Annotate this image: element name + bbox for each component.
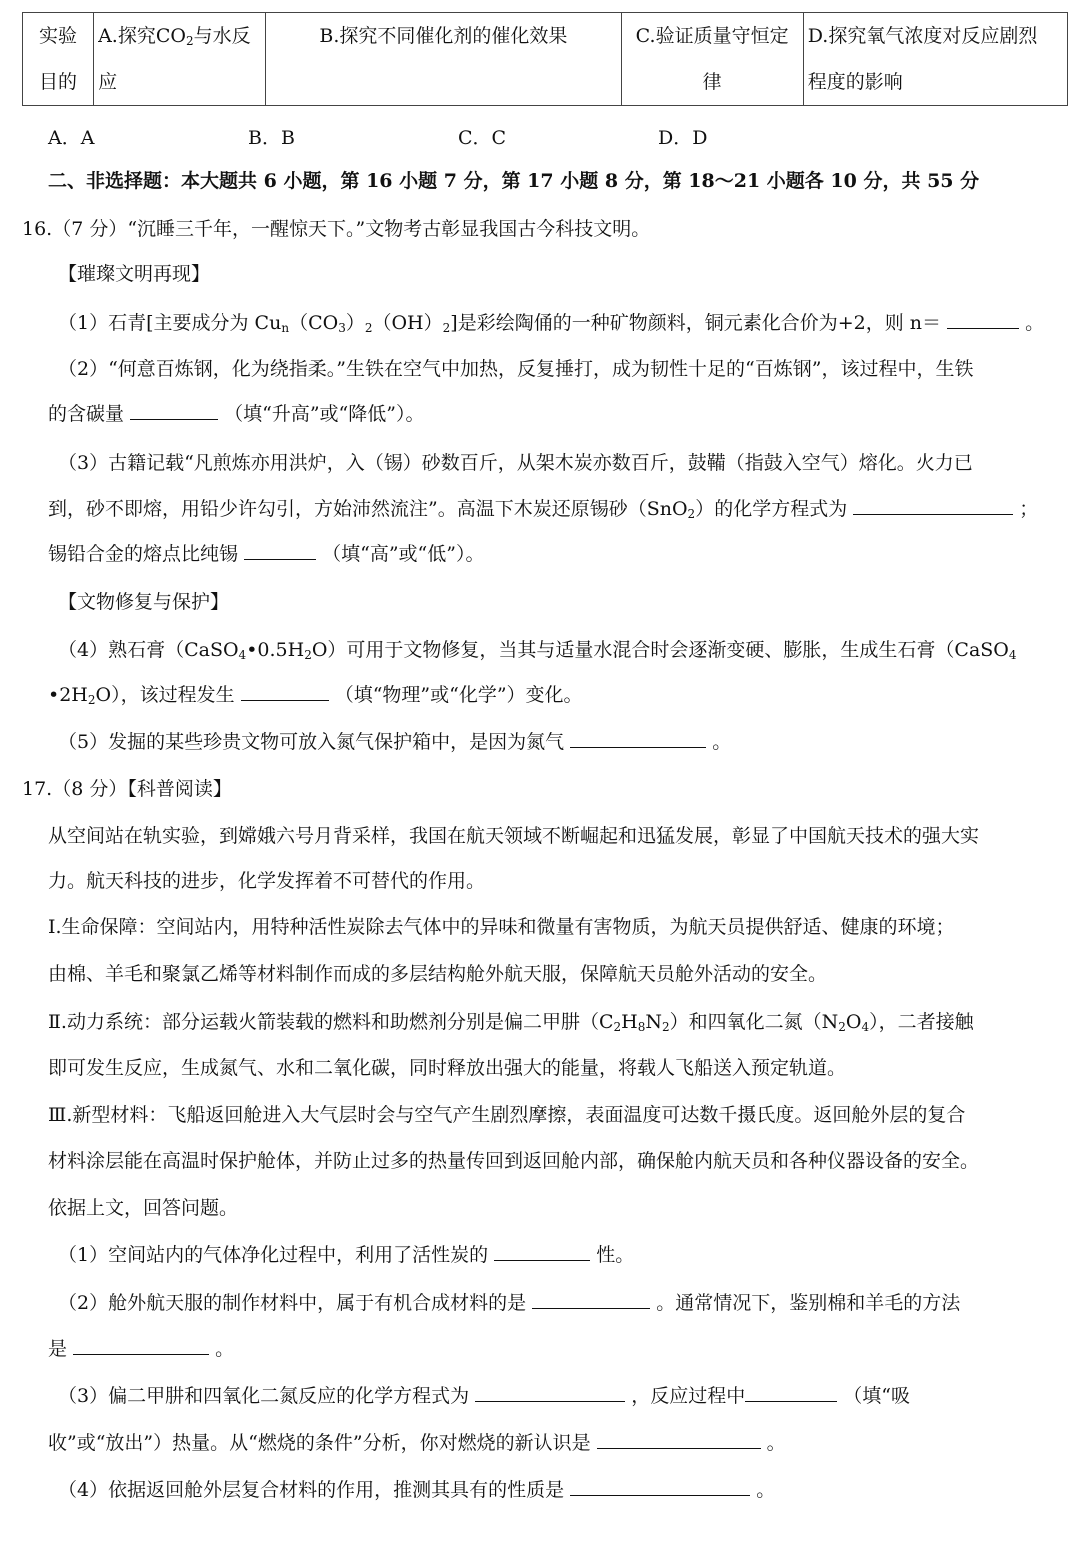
text: •0.5H	[246, 639, 305, 661]
subscript: 2	[185, 34, 194, 48]
text: 。	[756, 1479, 776, 1501]
text: O	[845, 1011, 862, 1033]
answer-blank[interactable]	[570, 1477, 750, 1496]
q17-title: 17.（8 分）【科普阅读】	[22, 778, 232, 800]
cell-text: A.探究CO	[98, 25, 186, 47]
q16-title: 16.（7 分）“沉睡三千年，一醒惊天下。”文物考古彰显我国古今科技文明。	[22, 218, 651, 240]
subscript: 4	[861, 1020, 870, 1034]
q17-section3-line1: Ⅲ.新型材料：飞船返回舱进入大气层时会与空气产生剧烈摩擦，表面温度可达数千摄氏度。返回舱外层的复合	[48, 1104, 966, 1126]
text: 到，砂不即熔，用铅少许勾引，方始沛然流注”。高温下木炭还原锡砂（SnO	[48, 498, 688, 520]
text: （填“升高”或“降低”）。	[224, 403, 425, 425]
subscript: 2	[687, 507, 696, 521]
q16-subheading-1: 【璀璨文明再现】	[58, 263, 211, 285]
table-cell-c	[621, 13, 803, 106]
subscript: 2	[838, 1020, 846, 1034]
text: （CO	[289, 312, 339, 334]
answer-blank[interactable]	[570, 729, 706, 748]
answer-blank[interactable]	[73, 1336, 209, 1355]
text: H	[621, 1011, 638, 1033]
header-line: 实验	[39, 25, 78, 47]
text: N	[645, 1011, 662, 1033]
text: （填“吸	[843, 1385, 910, 1407]
q16-part3-line2	[48, 496, 1038, 522]
section-heading: 二、非选择题：本大题共 6 小题，第 16 小题 7 分，第 17 小题 8 分，第 18～21 小题各 10 分，共 55 分	[48, 170, 980, 192]
text: 。	[766, 1432, 786, 1454]
answer-blank[interactable]	[532, 1290, 650, 1309]
subscript: 8	[637, 1020, 646, 1034]
answer-blank[interactable]	[244, 541, 316, 560]
q16-part1	[58, 310, 1044, 336]
text: Ⅱ.动力系统：部分运载火箭装载的燃料和助燃剂分别是偏二甲肼（C	[48, 1011, 614, 1033]
text: 收”或“放出”）热量。从“燃烧的条件”分析，你对燃烧的新认识是	[48, 1432, 591, 1454]
q17-intro-line2: 力。航天科技的进步，化学发挥着不可替代的作用。	[48, 870, 486, 892]
text: 性。	[596, 1244, 635, 1266]
subscript: 2	[442, 321, 451, 335]
q17-section2-line1	[48, 1009, 974, 1035]
text: （3）偏二甲肼和四氧化二氮反应的化学方程式为	[58, 1385, 470, 1407]
text: ）	[345, 312, 365, 334]
subscript: 2	[613, 1020, 622, 1034]
answer-blank[interactable]	[241, 682, 329, 701]
text: ）的化学方程式为	[695, 498, 848, 520]
answer-blank[interactable]	[597, 1430, 761, 1449]
answer-blank[interactable]	[853, 496, 1013, 515]
cell-text: B.探究不同催化剂的催化效果	[319, 25, 568, 47]
answer-blank[interactable]	[745, 1383, 837, 1402]
option-b: B．B	[248, 127, 295, 149]
q17-section3-line2: 材料涂层能在高温时保护舱体，并防止过多的热量传回到返回舱内部，确保舱内航天员和各种仪器设备的安全。	[48, 1150, 980, 1172]
text: O）可用于文物修复，当其与适量水混合时会逐渐变硬、膨胀，生成生石膏（CaSO	[311, 639, 1009, 661]
text: ]是彩绘陶俑的一种矿物颜料，铜元素化合价为+2，则 n＝	[450, 312, 941, 334]
q17-part3-line1	[58, 1383, 910, 1409]
q17-part2-line2	[48, 1336, 234, 1362]
subscript: 4	[238, 648, 247, 662]
text: （OH）	[372, 312, 443, 334]
subscript: 2	[304, 648, 312, 662]
text: （4）熟石膏（CaSO	[58, 639, 239, 661]
text: （5）发掘的某些珍贵文物可放入氮气保护箱中，是因为氮气	[58, 731, 565, 753]
q16-subheading-2: 【文物修复与保护】	[58, 591, 230, 613]
q17-intro-line1: 从空间站在轨实验，到嫦娥六号月背采样，我国在航天领域不断崛起和迅猛发展，彰显了中国航天技术的强大实	[48, 825, 980, 847]
option-d: D．D	[658, 127, 708, 149]
option-a: A．A	[48, 127, 95, 149]
answer-blank[interactable]	[947, 310, 1019, 329]
subscript: 2	[364, 321, 373, 335]
cell-text: D.探究氧气浓度对反应剧烈	[807, 25, 1038, 47]
answer-blank[interactable]	[494, 1242, 590, 1261]
cell-text: 程度的影响	[807, 71, 903, 93]
table-cell-d	[803, 13, 1067, 106]
text: ，反应过程中	[631, 1385, 746, 1407]
text: 是	[48, 1338, 68, 1360]
table-cell-b	[266, 13, 621, 106]
cell-text: 应	[98, 71, 118, 93]
option-c: C．C	[458, 127, 507, 149]
q16-part5	[58, 729, 731, 755]
q17-section1-line2: 由棉、羊毛和聚氯乙烯等材料制作而成的多层结构舱外航天服，保障航天员舱外活动的安全。	[48, 963, 828, 985]
text: （填“物理”或“化学”）变化。	[334, 684, 583, 706]
q16-part2-line2	[48, 401, 424, 427]
text: （填“高”或“低”）。	[322, 543, 485, 565]
text: 。	[712, 731, 732, 753]
q17-instruction: 依据上文，回答问题。	[48, 1197, 239, 1219]
q17-part4	[58, 1477, 775, 1503]
answer-blank[interactable]	[130, 401, 218, 420]
text: 。通常情况下，鉴别棉和羊毛的方法	[656, 1292, 961, 1314]
text: （4）依据返回舱外层复合材料的作用，推测其具有的性质是	[58, 1479, 565, 1501]
text: （1）空间站内的气体净化过程中，利用了活性炭的	[58, 1244, 489, 1266]
answer-blank[interactable]	[475, 1383, 625, 1402]
text: ；	[1019, 498, 1039, 520]
subscript: 2	[87, 693, 96, 707]
q16-part3-line3	[48, 541, 484, 567]
cell-text: C.验证质量守恒定	[635, 25, 789, 47]
text: ）和四氧化二氮（N	[669, 1011, 839, 1033]
q17-part2-line1	[58, 1290, 960, 1316]
cell-text: 律	[702, 71, 722, 93]
text: （1）石青[主要成分为 Cu	[58, 312, 282, 334]
subscript: 4	[1008, 648, 1017, 662]
table-cell-a	[94, 13, 266, 106]
text: O），该过程发生	[95, 684, 235, 706]
experiment-table	[22, 12, 1068, 106]
text: ），二者接触	[869, 1011, 974, 1033]
q16-part3-line1: （3）古籍记载“凡煎炼亦用洪炉，入（锡）砂数百斤，从架木炭亦数百斤，鼓鞴（指鼓入空气）熔化。火力已	[58, 452, 973, 474]
q17-part3-line2	[48, 1430, 786, 1456]
subscript: 3	[338, 321, 346, 335]
q16-part4-line2	[48, 682, 583, 708]
q17-part1	[58, 1242, 634, 1268]
text: 锡铅合金的熔点比纯锡	[48, 543, 239, 565]
table-header-cell	[23, 13, 94, 106]
table-row	[23, 13, 1068, 106]
subscript: 2	[661, 1020, 670, 1034]
text: 的含碳量	[48, 403, 125, 425]
q16-part4-line1	[58, 637, 1017, 663]
text: 。	[215, 1338, 235, 1360]
q16-part2-line1: （2）“何意百炼钢，化为绕指柔。”生铁在空气中加热，反复捶打，成为韧性十足的“百炼钢”，该过程中，生铁	[58, 358, 974, 380]
text: •2H	[48, 684, 88, 706]
cell-text: 与水反	[193, 25, 251, 47]
text: 。	[1025, 312, 1045, 334]
header-line: 目的	[39, 71, 78, 93]
subscript: n	[281, 321, 290, 335]
q17-section2-line2: 即可发生反应，生成氮气、水和二氧化碳，同时释放出强大的能量，将载人飞船送入预定轨道。	[48, 1057, 847, 1079]
text: （2）舱外航天服的制作材料中，属于有机合成材料的是	[58, 1292, 527, 1314]
q17-section1-line1: Ⅰ.生命保障：空间站内，用特种活性炭除去气体中的异味和微量有害物质，为航天员提供舒适、健康的环境；	[48, 916, 955, 938]
